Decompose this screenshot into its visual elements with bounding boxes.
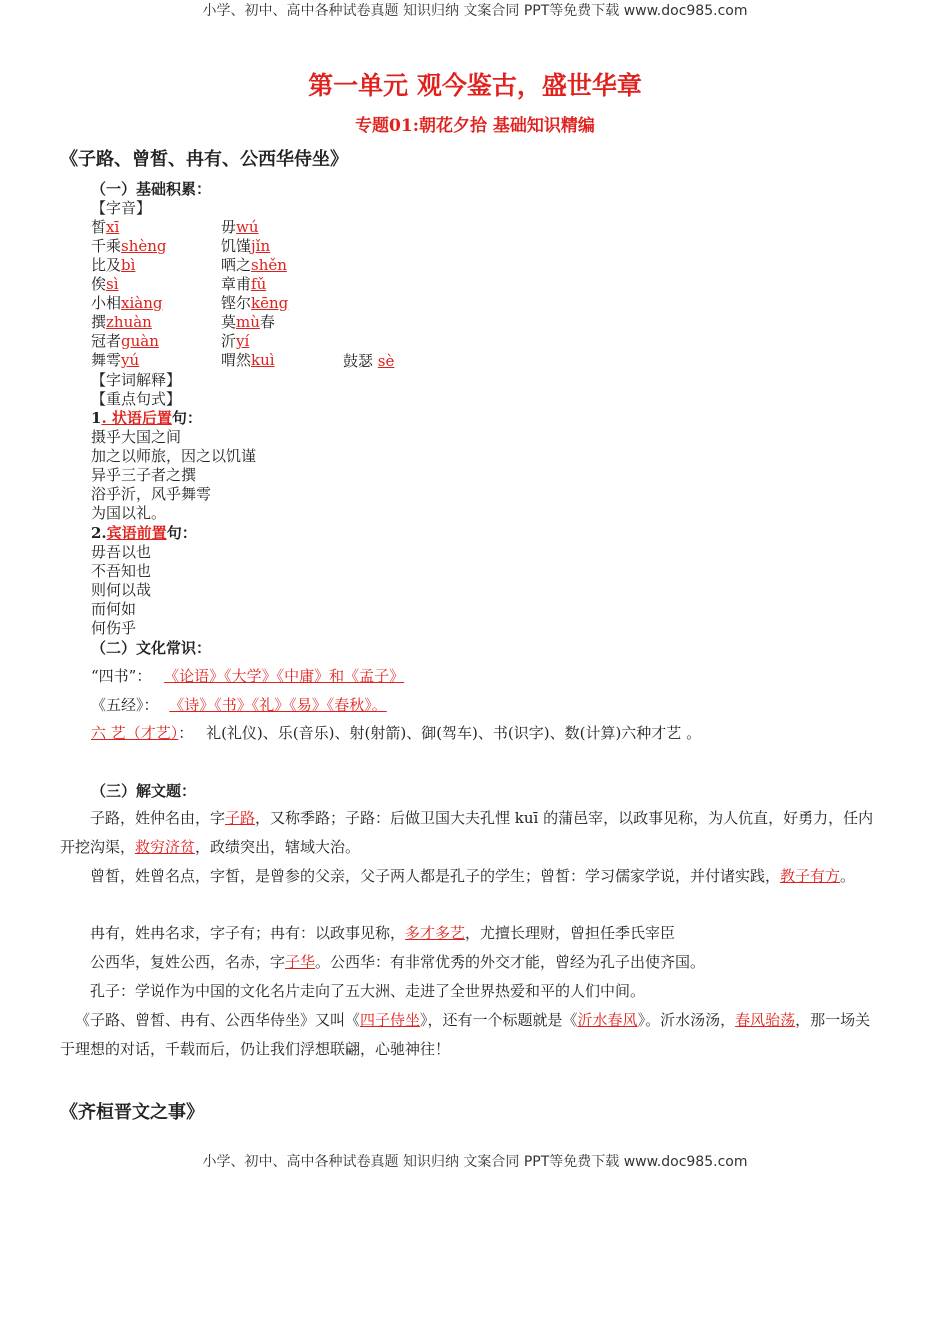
pron-pinyin: fǔ xyxy=(251,275,267,293)
pron-word: 千乘 xyxy=(91,237,122,255)
six-arts-colon: ： xyxy=(178,724,194,742)
four-books-label: “四书”： xyxy=(91,667,152,685)
pattern-2-suffix: 句： xyxy=(166,524,197,542)
tag-word-explanation: 【字词解释】 xyxy=(91,371,182,389)
section-2-heading: （二）文化常识： xyxy=(91,639,212,657)
pron-word: 毋 xyxy=(221,218,237,236)
pron-pinyin: zhuàn xyxy=(106,313,152,331)
pron-pinyin: mù xyxy=(236,313,260,331)
highlight: 四子侍坐 xyxy=(360,1011,421,1029)
pron-word: 鼓瑟 xyxy=(343,352,374,370)
pron-word: 舞雩 xyxy=(91,351,122,369)
paragraph-gongxihua xyxy=(60,948,880,977)
sentence-example: 为国以礼。 xyxy=(91,504,167,522)
sentence-example: 而何如 xyxy=(91,600,137,618)
pron-item xyxy=(221,330,249,351)
pron-word: 沂 xyxy=(221,332,237,350)
pron-item xyxy=(91,235,167,256)
paragraph-confucius xyxy=(60,977,880,1006)
pron-word: 莫 xyxy=(221,313,237,331)
highlight: 子路 xyxy=(225,809,256,827)
paragraph-ranyou xyxy=(60,919,880,948)
pron-word: 饥馑 xyxy=(221,237,252,255)
pattern-1-suffix: 句： xyxy=(171,409,202,427)
pron-item xyxy=(221,273,266,294)
sentence-example: 浴乎沂，风乎舞雩 xyxy=(91,485,212,503)
pron-pinyin: sè xyxy=(377,352,395,370)
pron-pinyin: sì xyxy=(106,275,119,293)
pron-item-extra xyxy=(343,350,394,371)
five-classics-value: 《诗》《书》《礼》《易》《春秋》。 xyxy=(169,696,387,714)
pron-item xyxy=(91,216,119,237)
pron-pinyin: guàn xyxy=(121,332,159,350)
culture-six-arts xyxy=(91,722,701,743)
pron-word: 章甫 xyxy=(221,275,252,293)
pron-word: 喟然 xyxy=(221,351,252,369)
pron-word: 哂之 xyxy=(221,256,252,274)
text: 冉有，姓冉名求，字子有；冉有：以政事见称， xyxy=(90,924,406,942)
pron-pinyin: shèng xyxy=(121,237,167,255)
section-3-heading: （三）解文题： xyxy=(91,782,197,800)
page-footer: 小学、初中、高中各种试卷真题 知识归纳 文案合同 PPT等免费下载 www.doc985.com xyxy=(202,1154,748,1170)
pron-item xyxy=(221,349,275,370)
sentence-example: 毋吾以也 xyxy=(91,543,152,561)
pron-item xyxy=(221,311,275,332)
pron-pinyin: yí xyxy=(236,332,250,350)
text: ，政绩突出，辖域大治。 xyxy=(195,838,361,856)
pron-item xyxy=(91,254,135,275)
tag-pronunciation: 【字音】 xyxy=(91,199,152,217)
tag-key-sentences: 【重点句式】 xyxy=(91,390,182,408)
page-title: 第一单元 观今鉴古，盛世华章 xyxy=(308,71,642,100)
text: 。公西华：有非常优秀的外交才能，曾经为孔子出使齐国。 xyxy=(315,953,706,971)
text: 孔子：学说作为中国的文化名片走向了五大洲、走进了全世界热爱和平的人们中间。 xyxy=(90,982,646,1000)
text: 曾皙，姓曾名点，字皙，是曾参的父亲，父子两人都是孔子的学生；曾皙：学习儒家学说，并付诸实践， xyxy=(90,867,781,885)
pron-item xyxy=(91,311,152,332)
pron-word: 冠者 xyxy=(91,332,122,350)
pattern-1-heading xyxy=(91,407,202,428)
sentence-example: 何伤乎 xyxy=(91,619,137,637)
page-subtitle: 专题01:朝花夕拾 基础知识精编 xyxy=(355,116,595,136)
sentence-example: 加之以师旅，因之以饥谨 xyxy=(91,447,257,465)
pron-item xyxy=(221,254,287,275)
paragraph-summary xyxy=(60,1006,880,1064)
text: 子路，姓仲名由，字 xyxy=(90,809,226,827)
text: 《子路、曾皙、冉有、公西华侍坐》又叫《 xyxy=(75,1011,361,1029)
pron-item xyxy=(91,292,162,313)
pron-pinyin: wú xyxy=(236,218,259,236)
culture-four-books xyxy=(91,665,404,686)
six-arts-label: 六 艺（才艺） xyxy=(91,724,179,742)
culture-five-classics xyxy=(91,694,387,715)
text: ，尤擅长理财，曾担任季氏宰臣 xyxy=(465,924,676,942)
lesson-1-title: 《子路、曾皙、冉有、公西华侍坐》 xyxy=(60,149,348,170)
page-header: 小学、初中、高中各种试卷真题 知识归纳 文案合同 PPT等免费下载 www.doc985.com xyxy=(202,3,748,19)
pron-pinyin: bì xyxy=(121,256,136,274)
pron-item xyxy=(91,273,119,294)
text: 。 xyxy=(840,867,856,885)
pron-word: 比及 xyxy=(91,256,122,274)
pron-pinyin: kuì xyxy=(251,351,275,369)
pattern-1-number: 1 xyxy=(91,409,102,427)
section-1-heading: （一）基础积累： xyxy=(91,180,212,198)
pattern-1-label: . 状语后置 xyxy=(101,409,172,427)
highlight: 救穷济贫 xyxy=(135,838,196,856)
pron-item xyxy=(91,330,159,351)
pron-pinyin: yú xyxy=(121,351,140,369)
sentence-example: 不吾知也 xyxy=(91,562,152,580)
pron-word: 小相 xyxy=(91,294,122,312)
pron-suffix: 春 xyxy=(259,313,275,331)
five-classics-label: 《五经》： xyxy=(91,696,159,714)
pron-word: 撰 xyxy=(91,313,107,331)
pron-pinyin: jǐn xyxy=(251,237,271,255)
highlight: 沂水春风 xyxy=(577,1011,638,1029)
highlight: 春风骀荡 xyxy=(735,1011,796,1029)
four-books-value: 《论语》《大学》《中庸》和《孟子》 xyxy=(164,667,405,685)
highlight: 教子有方 xyxy=(780,867,841,885)
text: 》。沂水汤汤， xyxy=(637,1011,736,1029)
pron-item xyxy=(221,235,270,256)
text: 》，还有一个标题就是《 xyxy=(420,1011,578,1029)
pattern-2-number: 2. xyxy=(91,524,107,542)
text: ，那一场关于理想的对话，千载而后，仍让我们浮想联翩，心驰神往！ xyxy=(60,1011,871,1058)
highlight: 子华 xyxy=(285,953,316,971)
pron-item xyxy=(221,292,288,313)
text: 公西华，复姓公西，名赤，字 xyxy=(90,953,286,971)
pattern-2-heading xyxy=(91,522,197,543)
highlight: 多才多艺 xyxy=(405,924,466,942)
pron-pinyin: xī xyxy=(106,218,120,236)
pattern-2-label: 宾语前置 xyxy=(106,524,167,542)
sentence-example: 摄乎大国之间 xyxy=(91,428,182,446)
pron-word: 铿尔 xyxy=(221,294,252,312)
pron-pinyin: xiàng xyxy=(121,294,163,312)
text: ，又称季路；子路：后做卫国大夫孔悝 kuī 的蒲邑宰，以政事见称，为人伉直，好勇力，任内开挖沟渠， xyxy=(60,809,874,856)
pron-word: 俟 xyxy=(91,275,107,293)
paragraph-zengxi xyxy=(60,862,880,891)
lesson-2-title: 《齐桓晋文之事》 xyxy=(60,1102,204,1123)
pron-pinyin: kēng xyxy=(251,294,289,312)
paragraph-zilu xyxy=(60,804,880,862)
pron-item xyxy=(91,349,139,370)
sentence-example: 异乎三子者之撰 xyxy=(91,466,197,484)
pron-pinyin: shěn xyxy=(251,256,287,274)
pron-item xyxy=(221,216,259,237)
pron-word: 皙 xyxy=(91,218,107,236)
sentence-example: 则何以哉 xyxy=(91,581,152,599)
six-arts-value: 礼(礼仪)、乐(音乐)、射(射箭)、御(驾车)、书(识字)、数(计算)六种才艺 。 xyxy=(206,724,702,742)
